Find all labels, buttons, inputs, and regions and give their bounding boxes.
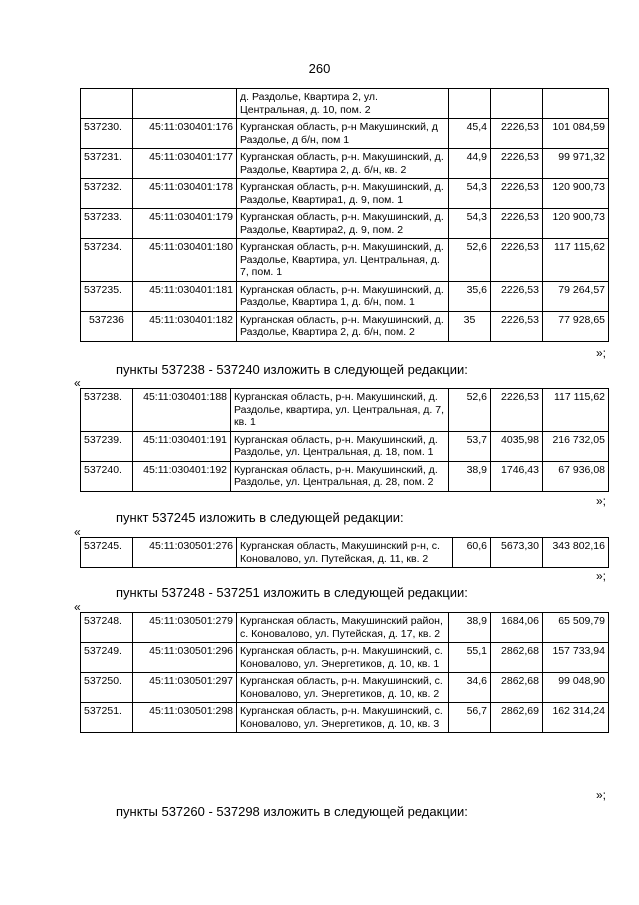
price-cell: 2226,53 (491, 119, 543, 149)
cadastral-number: 45:11:030401:181 (133, 281, 237, 311)
area-cell: 60,6 (453, 538, 491, 568)
row-number: 537231. (81, 149, 133, 179)
amendment-instruction: пункты 537248 - 537251 изложить в следующей редакции: (116, 585, 468, 600)
row-number (81, 89, 133, 119)
address-cell: Курганская область, р-н. Макушинский, д. Раздолье, Квартира 2, д. б/н, пом. 2 (237, 311, 449, 341)
cadastral-number: 45:11:030501:276 (133, 538, 237, 568)
price-cell: 4035,98 (491, 431, 543, 461)
area-cell: 56,7 (449, 703, 491, 733)
row-number: 537235. (81, 281, 133, 311)
amendment-instruction: пункты 537238 - 537240 изложить в следующей редакции: (116, 362, 468, 377)
registry-table-3 (80, 537, 609, 568)
area-cell: 54,3 (449, 179, 491, 209)
total-cell: 65 509,79 (543, 613, 609, 643)
cadastral-number: 45:11:030401:180 (133, 239, 237, 282)
address-cell: Курганская область, р-н. Макушинский, д. Раздолье, ул. Центральная, д. 18, пом. 1 (231, 431, 449, 461)
cadastral-number: 45:11:030401:192 (133, 461, 231, 491)
price-cell: 2226,53 (491, 209, 543, 239)
row-number: 537238. (81, 389, 133, 432)
cadastral-number: 45:11:030501:298 (133, 703, 237, 733)
address-cell: Курганская область, р-н Макушинский, д Раздолье, д б/н, пом 1 (237, 119, 449, 149)
area-cell: 52,6 (449, 239, 491, 282)
closing-quote: »; (596, 346, 607, 360)
table-row (81, 389, 609, 432)
amendment-instruction: пункты 537260 - 537298 изложить в следующей редакции: (116, 804, 468, 819)
table-row (81, 149, 609, 179)
table-row (81, 89, 609, 119)
price-cell: 2862,68 (491, 643, 543, 673)
cadastral-number: 45:11:030501:297 (133, 673, 237, 703)
cadastral-number: 45:11:030501:296 (133, 643, 237, 673)
row-number: 537233. (81, 209, 133, 239)
price-cell: 2226,53 (491, 149, 543, 179)
row-number: 537236 (81, 311, 133, 341)
registry-table-1 (80, 88, 609, 342)
cadastral-number: 45:11:030401:177 (133, 149, 237, 179)
address-cell: Курганская область, р-н. Макушинский, д. Раздолье, Квартира1, д. 9, пом. 1 (237, 179, 449, 209)
address-cell: Курганская область, р-н. Макушинский, с. Коновалово, ул. Энергетиков, д. 10, кв. 3 (237, 703, 449, 733)
row-number: 537240. (81, 461, 133, 491)
area-cell: 34,6 (449, 673, 491, 703)
cadastral-number: 45:11:030501:279 (133, 613, 237, 643)
row-number: 537248. (81, 613, 133, 643)
table-row (81, 703, 609, 733)
total-cell: 157 733,94 (543, 643, 609, 673)
table-row (81, 209, 609, 239)
area-cell: 52,6 (449, 389, 491, 432)
cadastral-number: 45:11:030401:182 (133, 311, 237, 341)
table-row (81, 613, 609, 643)
address-cell: Курганская область, р-н. Макушинский, д. Раздолье, квартира, ул. Центральная, д. 7, кв. 1 (231, 389, 449, 432)
area-cell: 55,1 (449, 643, 491, 673)
area-cell: 45,4 (449, 119, 491, 149)
total-cell: 343 802,16 (543, 538, 609, 568)
price-cell: 5673,30 (491, 538, 543, 568)
row-number: 537239. (81, 431, 133, 461)
price-cell: 2226,53 (491, 389, 543, 432)
table-row (81, 538, 609, 568)
row-number: 537232. (81, 179, 133, 209)
table-row (81, 643, 609, 673)
closing-quote: »; (596, 788, 607, 802)
row-number: 537249. (81, 643, 133, 673)
price-cell: 2226,53 (491, 311, 543, 341)
table-row (81, 281, 609, 311)
area-cell (449, 89, 491, 119)
cadastral-number: 45:11:030401:191 (133, 431, 231, 461)
table-row (81, 311, 609, 341)
table-row (81, 431, 609, 461)
area-cell: 38,9 (449, 461, 491, 491)
address-cell: Курганская область, р-н. Макушинский, с. Коновалово, ул. Энергетиков, д. 10, кв. 1 (237, 643, 449, 673)
opening-quote: « (74, 376, 81, 390)
registry-table-4 (80, 612, 609, 733)
total-cell: 67 936,08 (543, 461, 609, 491)
page-number: 260 (308, 61, 331, 76)
area-cell: 53,7 (449, 431, 491, 461)
total-cell: 117 115,62 (543, 239, 609, 282)
cadastral-number: 45:11:030401:176 (133, 119, 237, 149)
price-cell: 2226,53 (491, 179, 543, 209)
table-row (81, 673, 609, 703)
total-cell: 120 900,73 (543, 209, 609, 239)
address-cell: д. Раздолье, Квартира 2, ул. Центральная, д. 10, пом. 2 (237, 89, 449, 119)
price-cell (491, 89, 543, 119)
address-cell: Курганская область, р-н. Макушинский, с. Коновалово, ул. Энергетиков, д. 10, кв. 2 (237, 673, 449, 703)
opening-quote: « (74, 525, 81, 539)
total-cell: 216 732,05 (543, 431, 609, 461)
cadastral-number: 45:11:030401:178 (133, 179, 237, 209)
price-cell: 2862,68 (491, 673, 543, 703)
price-cell: 1684,06 (491, 613, 543, 643)
area-cell: 35,6 (449, 281, 491, 311)
row-number: 537251. (81, 703, 133, 733)
area-cell: 44,9 (449, 149, 491, 179)
row-number: 537245. (81, 538, 133, 568)
row-number: 537250. (81, 673, 133, 703)
row-number: 537230. (81, 119, 133, 149)
price-cell: 1746,43 (491, 461, 543, 491)
table-row (81, 461, 609, 491)
table-row (81, 179, 609, 209)
total-cell: 79 264,57 (543, 281, 609, 311)
area-cell: 54,3 (449, 209, 491, 239)
address-cell: Курганская область, р-н. Макушинский, д. Раздолье, Квартира, ул. Центральная, д. 7, пом. 1 (237, 239, 449, 282)
total-cell: 101 084,59 (543, 119, 609, 149)
cadastral-number: 45:11:030401:188 (133, 389, 231, 432)
address-cell: Курганская область, р-н. Макушинский, д. Раздолье, ул. Центральная, д. 28, пом. 2 (231, 461, 449, 491)
total-cell: 77 928,65 (543, 311, 609, 341)
total-cell (543, 89, 609, 119)
total-cell: 117 115,62 (543, 389, 609, 432)
registry-table-2 (80, 388, 609, 492)
address-cell: Курганская область, р-н. Макушинский, д. Раздолье, Квартира 2, д. б/н, кв. 2 (237, 149, 449, 179)
cadastral-number: 45:11:030401:179 (133, 209, 237, 239)
area-cell: 38,9 (449, 613, 491, 643)
address-cell: Курганская область, р-н. Макушинский, д. Раздолье, Квартира2, д. 9, пом. 2 (237, 209, 449, 239)
cadastral-number (133, 89, 237, 119)
area-cell: 35 (449, 311, 491, 341)
amendment-instruction: пункт 537245 изложить в следующей редакции: (116, 510, 404, 525)
address-cell: Курганская область, Макушинский р-н, с. Коновалово, ул. Путейская, д. 11, кв. 2 (237, 538, 453, 568)
price-cell: 2226,53 (491, 239, 543, 282)
total-cell: 120 900,73 (543, 179, 609, 209)
total-cell: 99 971,32 (543, 149, 609, 179)
total-cell: 99 048,90 (543, 673, 609, 703)
price-cell: 2226,53 (491, 281, 543, 311)
price-cell: 2862,69 (491, 703, 543, 733)
address-cell: Курганская область, Макушинский район, с. Коновалово, ул. Путейская, д. 17, кв. 2 (237, 613, 449, 643)
table-row (81, 239, 609, 282)
address-cell: Курганская область, р-н. Макушинский, д. Раздолье, Квартира 1, д. б/н, пом. 1 (237, 281, 449, 311)
closing-quote: »; (596, 494, 607, 508)
table-row (81, 119, 609, 149)
closing-quote: »; (596, 569, 607, 583)
row-number: 537234. (81, 239, 133, 282)
total-cell: 162 314,24 (543, 703, 609, 733)
opening-quote: « (74, 600, 81, 614)
